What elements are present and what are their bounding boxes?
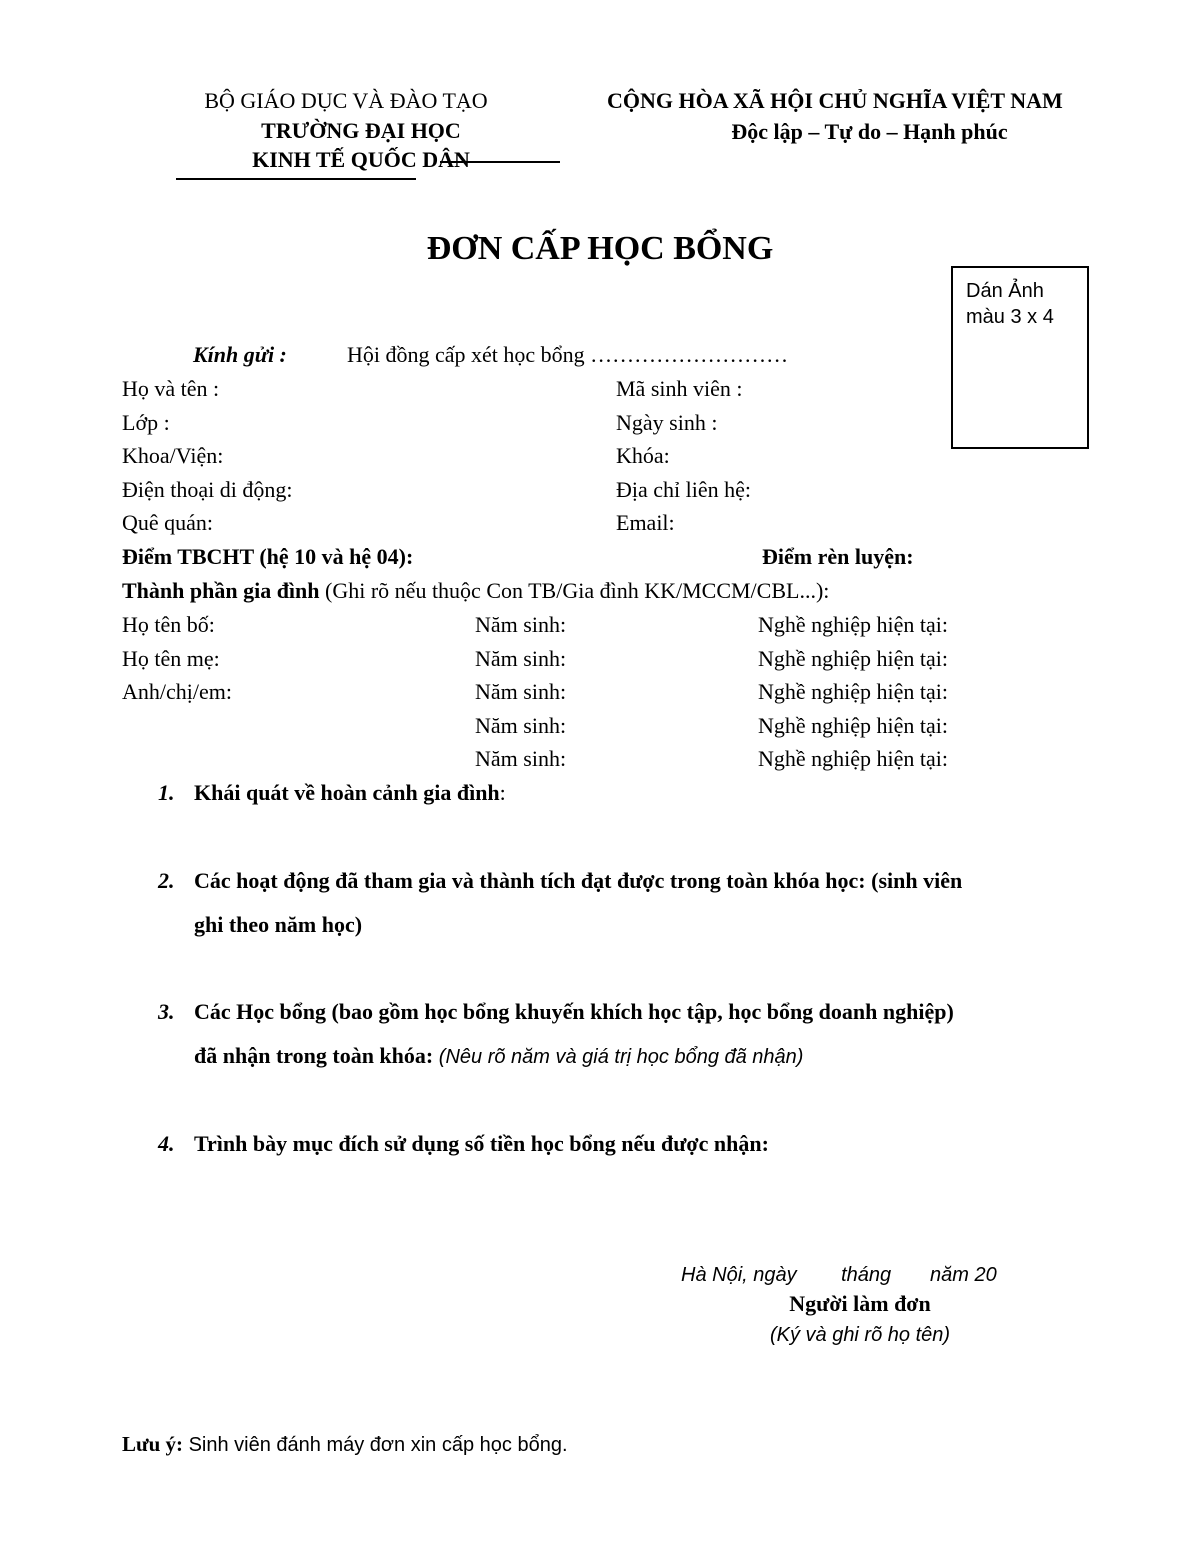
family-background-label: Thành phần gia đình xyxy=(122,578,320,603)
university-name-line2: KINH TẾ QUỐC DÂN xyxy=(252,147,470,172)
family-birth-year: Năm sinh: xyxy=(475,679,567,704)
photo-box-line1: Dán Ảnh xyxy=(966,280,1044,302)
family-occupation: Nghề nghiệp hiện tại: xyxy=(758,679,949,704)
photo-box-line2: màu 3 x 4 xyxy=(966,306,1054,328)
family-member-father: Họ tên bố: xyxy=(122,612,215,637)
header-left-underline-short xyxy=(440,161,560,163)
family-occupation: Nghề nghiệp hiện tại: xyxy=(758,612,949,637)
family-birth-year: Năm sinh: xyxy=(475,646,567,671)
family-birth-year: Năm sinh: xyxy=(475,713,567,738)
family-occupation: Nghề nghiệp hiện tại: xyxy=(758,646,949,671)
field-hometown: Quê quán: xyxy=(122,510,214,535)
family-occupation: Nghề nghiệp hiện tại: xyxy=(758,713,949,738)
section-2-line1: Các hoạt động đã tham gia và thành tích đạt được trong toàn khóa học: (sinh viên xyxy=(194,868,963,893)
section-1-heading xyxy=(194,780,506,806)
section-4-heading: Trình bày mục đích sử dụng số tiền học bổng nếu được nhận: xyxy=(194,1131,769,1156)
field-mobile-phone: Điện thoại di động: xyxy=(122,477,293,502)
section-3-line2-text: đã nhận trong toàn khóa: xyxy=(194,1043,434,1068)
section-2-number: 2. xyxy=(158,868,175,893)
photo-placeholder-box xyxy=(951,266,1089,449)
country-name: CỘNG HÒA XÃ HỘI CHỦ NGHĨA VIỆT NAM xyxy=(607,88,1063,113)
field-faculty: Khoa/Viện: xyxy=(122,443,224,468)
footer-note-text: Sinh viên đánh máy đơn xin cấp học bổng. xyxy=(183,1434,568,1456)
field-gpa: Điểm TBCHT (hệ 10 và hệ 04): xyxy=(122,544,414,569)
recipient-label: Kính gửi : xyxy=(193,342,287,367)
section-3-line2 xyxy=(194,1043,803,1070)
field-email: Email: xyxy=(616,510,675,535)
ministry-name: BỘ GIÁO DỤC VÀ ĐÀO TẠO xyxy=(204,88,488,113)
family-member-mother: Họ tên mẹ: xyxy=(122,646,220,671)
family-background-note: (Ghi rõ nếu thuộc Con TB/Gia đình KK/MCCM/CBL...): xyxy=(319,578,830,603)
field-conduct-score: Điểm rèn luyện: xyxy=(762,544,914,569)
section-1-number: 1. xyxy=(158,780,175,805)
national-motto: Độc lập – Tự do – Hạnh phúc xyxy=(731,119,1008,144)
family-birth-year: Năm sinh: xyxy=(475,746,567,771)
footer-note xyxy=(122,1431,568,1458)
recipient-value: Hội đồng cấp xét học bổng ……………………… xyxy=(347,342,789,367)
section-2-line2: ghi theo năm học) xyxy=(194,912,363,937)
document-title: ĐƠN CẤP HỌC BỔNG xyxy=(426,230,774,267)
university-name-line1: TRƯỜNG ĐẠI HỌC xyxy=(261,118,461,143)
family-occupation: Nghề nghiệp hiện tại: xyxy=(758,746,949,771)
section-3-note: (Nêu rõ năm và giá trị học bổng đã nhận) xyxy=(433,1046,804,1068)
section-1-text: Khái quát về hoàn cảnh gia đình xyxy=(194,780,500,805)
field-student-id: Mã sinh viên : xyxy=(616,376,743,401)
field-course: Khóa: xyxy=(616,443,670,468)
footer-note-label: Lưu ý: xyxy=(122,1432,184,1456)
field-class: Lớp : xyxy=(122,410,170,435)
section-3-number: 3. xyxy=(158,999,175,1024)
signature-instruction: (Ký và ghi rõ họ tên) xyxy=(769,1324,951,1346)
section-4-number: 4. xyxy=(158,1131,175,1156)
family-background xyxy=(122,578,829,604)
signature-place-date: Hà Nội, ngày tháng năm 20 xyxy=(681,1264,997,1286)
field-contact-address: Địa chỉ liên hệ: xyxy=(616,477,752,502)
family-member-siblings: Anh/chị/em: xyxy=(122,679,232,704)
field-full-name: Họ và tên : xyxy=(122,376,220,401)
section-3-line1: Các Học bổng (bao gồm học bổng khuyến khích học tập, học bổng doanh nghiệp) xyxy=(194,999,954,1024)
field-birth-date: Ngày sinh : xyxy=(616,410,718,435)
header-left-underline xyxy=(176,178,416,180)
family-birth-year: Năm sinh: xyxy=(475,612,567,637)
section-1-colon: : xyxy=(499,780,506,805)
signature-signer: Người làm đơn xyxy=(789,1291,931,1316)
